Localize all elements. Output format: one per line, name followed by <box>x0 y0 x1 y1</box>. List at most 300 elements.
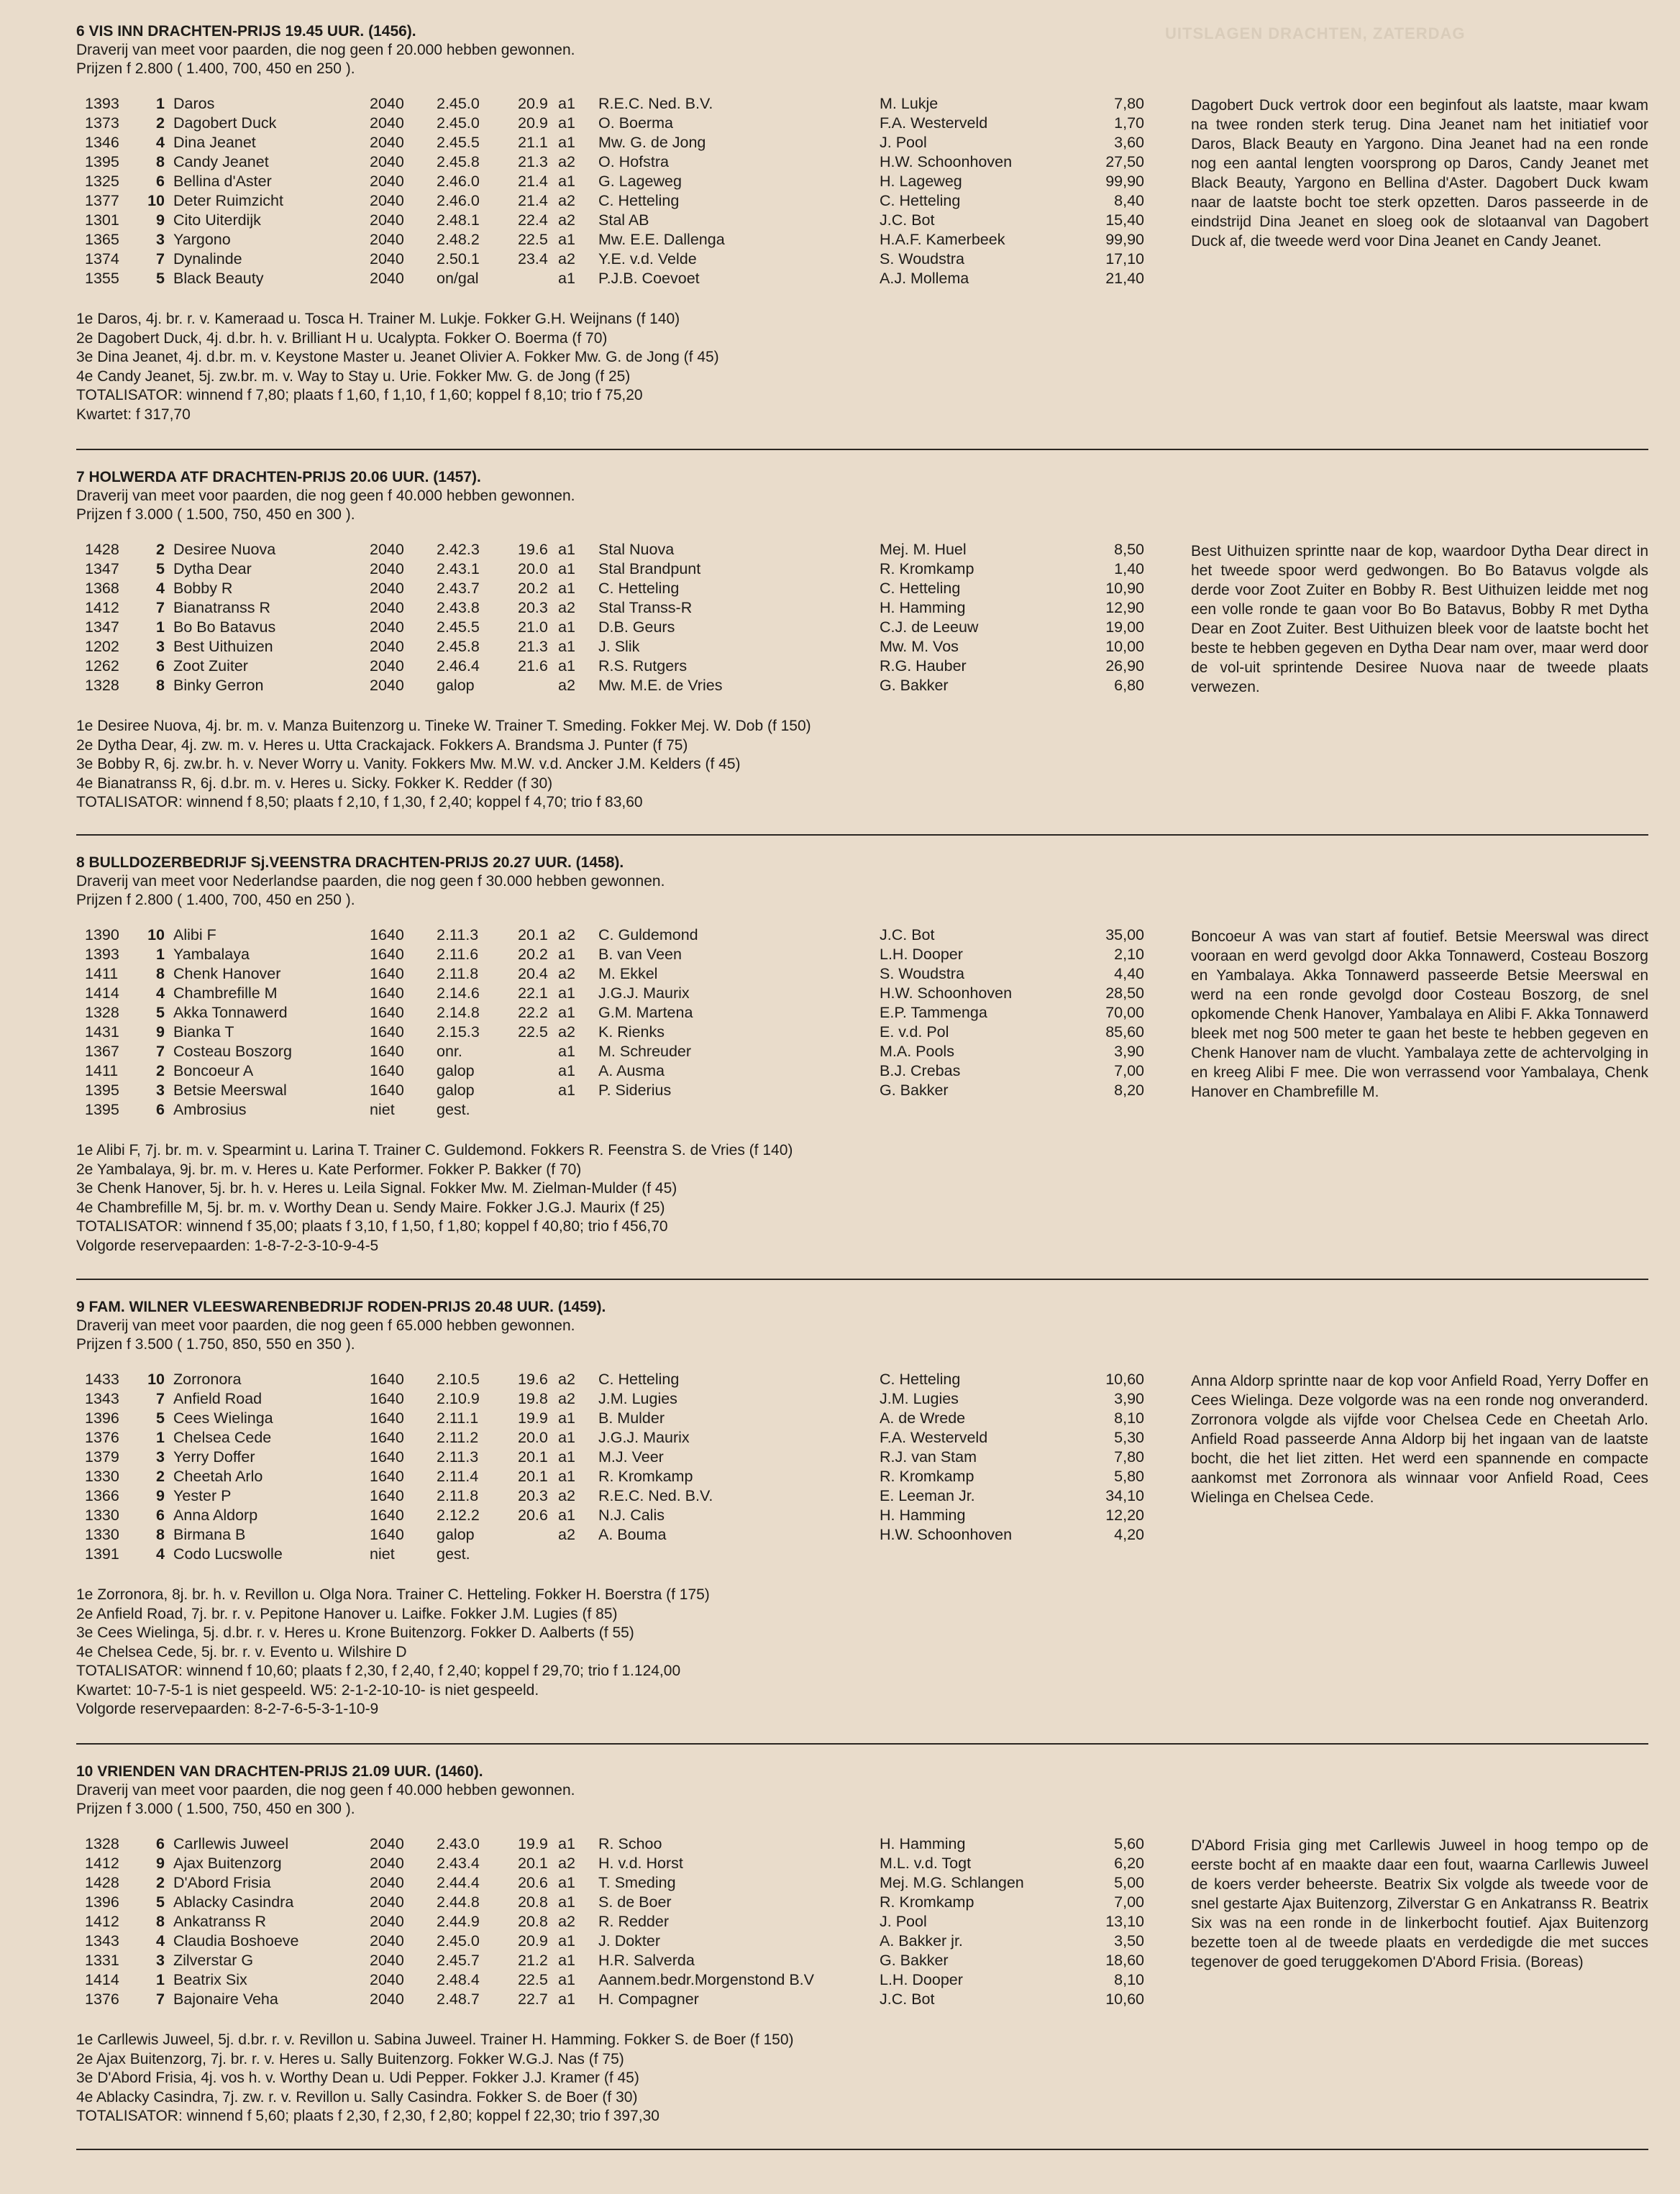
kilometre-time: 20.9 <box>518 95 548 112</box>
start-number: 2 <box>156 114 165 132</box>
owner-name: M.J. Veer <box>598 1448 664 1466</box>
owner-name: J. Slik <box>598 638 640 655</box>
kilometre-time: 20.1 <box>518 1468 548 1485</box>
start-number: 1 <box>156 95 165 112</box>
result-note: 2e Dytha Dear, 4j. zw. m. v. Heres u. Utta Crackajack. Fokkers A. Brandsma J. Punter (f 75) <box>76 736 688 754</box>
distance: 2040 <box>370 134 404 151</box>
distance: 2040 <box>370 1952 404 1969</box>
start-number: 7 <box>156 1990 165 2008</box>
owner-name: Aannem.bedr.Morgenstond B.V <box>598 1971 814 1988</box>
distance: 2040 <box>370 231 404 248</box>
start-number: 4 <box>156 1932 165 1950</box>
owner-name: G.M. Martena <box>598 1004 693 1021</box>
start-position: a1 <box>558 270 575 287</box>
kilometre-time: 20.4 <box>518 965 548 982</box>
start-number: 1 <box>156 1971 165 1988</box>
distance: 2040 <box>370 1893 404 1911</box>
start-position: a1 <box>558 560 575 577</box>
distance: 1640 <box>370 1429 404 1446</box>
result-note: 3e Cees Wielinga, 5j. d.br. r. v. Heres u. Krone Buitenzorg. Fokker D. Aalberts (f 55) <box>76 1624 634 1641</box>
finish-time: 2.43.4 <box>437 1855 480 1872</box>
odds: 3,60 <box>1114 134 1144 151</box>
start-number: 2 <box>156 1062 165 1079</box>
start-number: 9 <box>156 1487 165 1504</box>
start-number: 9 <box>156 211 165 229</box>
race-condition: Draverij van meet voor paarden, die nog geen f 40.000 hebben gewonnen. <box>76 1782 575 1798</box>
kilometre-time: 20.1 <box>518 1448 548 1466</box>
horse-name: Cito Uiterdijk <box>173 211 261 229</box>
finish-time: 2.43.7 <box>437 580 480 597</box>
horse-name: Bobby R <box>173 580 233 597</box>
distance: 2040 <box>370 1913 404 1930</box>
horse-name: Chenk Hanover <box>173 965 281 982</box>
owner-name: Y.E. v.d. Velde <box>598 250 697 268</box>
odds: 4,40 <box>1114 965 1144 982</box>
race-report: Best Uithuizen sprintte naar de kop, waardoor Dytha Dear direct in het tweede spoor werd gedwongen. Bo Bo Batavus volgde als derde voor Zoot Zuiter en Bobby R. Best Uithuizen leidde met nog een volle ronde te gaan voor Bo Bo Batavus, Bobby R met Dytha Dear en Zoot Zuiter. Best Uithuizen bleek voor de laatste bocht het beste te hebben gegeven en Dytha Dear nam over, maar werd door de vol-uit sprintende Desiree Nuova naar de tweede plaats verwezen. <box>1191 543 1648 695</box>
driver-name: G. Bakker <box>880 1952 949 1969</box>
kilometre-time: 22.7 <box>518 1990 548 2008</box>
section-divider <box>76 1743 1648 1745</box>
horse-name: Alibi F <box>173 926 216 943</box>
start-position: a2 <box>558 211 575 229</box>
finish-time: 2.44.8 <box>437 1893 480 1911</box>
owner-name: Stal AB <box>598 211 649 229</box>
race-title: 7 HOLWERDA ATF DRACHTEN-PRIJS 20.06 UUR. (1457). <box>76 469 481 485</box>
registration-number: 1368 <box>85 580 119 597</box>
finish-time: 2.46.0 <box>437 173 480 190</box>
driver-name: J. Pool <box>880 134 927 151</box>
driver-name: Mw. M. Vos <box>880 638 959 655</box>
horse-name: Dytha Dear <box>173 560 252 577</box>
kilometre-time: 20.9 <box>518 114 548 132</box>
start-number: 1 <box>156 618 165 636</box>
horse-name: Daros <box>173 95 215 112</box>
start-number: 8 <box>156 677 165 694</box>
result-note: 2e Anfield Road, 7j. br. r. v. Pepitone Hanover u. Laifke. Fokker J.M. Lugies (f 85) <box>76 1605 618 1622</box>
start-number: 6 <box>156 1101 165 1118</box>
owner-name: S. de Boer <box>598 1893 672 1911</box>
odds: 7,00 <box>1114 1893 1144 1911</box>
race-condition: Draverij van meet voor paarden, die nog geen f 40.000 hebben gewonnen. <box>76 488 575 504</box>
start-number: 5 <box>156 1409 165 1427</box>
start-position: a2 <box>558 1371 575 1388</box>
registration-number: 1330 <box>85 1507 119 1524</box>
start-number: 10 <box>147 192 165 209</box>
start-number: 10 <box>147 1371 165 1388</box>
result-note: 4e Candy Jeanet, 5j. zw.br. m. v. Way to Stay u. Urie. Fokker Mw. G. de Jong (f 25) <box>76 367 631 385</box>
start-number: 10 <box>147 926 165 943</box>
owner-name: C. Hetteling <box>598 580 680 597</box>
registration-number: 1330 <box>85 1468 119 1485</box>
distance: 1640 <box>370 1062 404 1079</box>
horse-name: Yambalaya <box>173 946 250 963</box>
odds: 99,90 <box>1105 173 1144 190</box>
result-note: 3e D'Abord Frisia, 4j. vos h. v. Worthy Dean u. Udi Pepper. Fokker J.J. Kramer (f 45) <box>76 2070 639 2086</box>
section-divider <box>76 2149 1648 2150</box>
owner-name: P. Siderius <box>598 1082 672 1099</box>
horse-name: Bianatranss R <box>173 599 271 616</box>
horse-name: Ambrosius <box>173 1101 247 1118</box>
section-divider <box>76 1279 1648 1280</box>
horse-name: Binky Gerron <box>173 677 264 694</box>
race-report: Boncoeur A was van start af foutief. Betsie Meerswal was direct vooraan en werd gevolgd door Akka Tonnawerd, Costeau Boszorg en Yambalaya. Akka Tonnawerd passeerde Betsie Meerswal en werd na een ronde gevolgd door Costeau Boszorg, de snel opkomende Chenk Hanover, Yambalaya en Alibi F. Akka Tonnawerd bleek met nog 500 meter te gaan het beste te hebben gegeven en Chenk Hanover nam de vlucht. Yambalaya zette de achtervolging in en kreeg Alibi F mee. Die won verrassend voor Yambalaya, Chenk Hanover en Chambrefille M. <box>1191 928 1648 1100</box>
registration-number: 1301 <box>85 211 119 229</box>
owner-name: Mw. M.E. de Vries <box>598 677 723 694</box>
result-note: 4e Bianatranss R, 6j. d.br. m. v. Heres u. Sicky. Fokker K. Redder (f 30) <box>76 774 553 792</box>
race-title: 6 VIS INN DRACHTEN-PRIJS 19.45 UUR. (1456). <box>76 23 416 40</box>
owner-name: R.E.C. Ned. B.V. <box>598 95 713 112</box>
registration-number: 1347 <box>85 560 119 577</box>
start-position: a1 <box>558 1468 575 1485</box>
result-note: TOTALISATOR: winnend f 5,60; plaats f 2,30, f 2,30, f 2,80; koppel f 22,30; trio f 397,30 <box>76 2108 659 2124</box>
table-row <box>76 1970 1648 1990</box>
odds: 3,90 <box>1114 1390 1144 1407</box>
registration-number: 1428 <box>85 1874 119 1891</box>
horse-name: Zorronora <box>173 1371 242 1388</box>
registration-number: 1376 <box>85 1429 119 1446</box>
driver-name: H. Hamming <box>880 1507 966 1524</box>
registration-number: 1346 <box>85 134 119 151</box>
horse-name: Ankatranss R <box>173 1913 267 1930</box>
distance: 1640 <box>370 1448 404 1466</box>
finish-time: 2.44.4 <box>437 1874 480 1891</box>
kilometre-time: 21.6 <box>518 657 548 675</box>
start-position: a1 <box>558 1990 575 2008</box>
distance: 1640 <box>370 1371 404 1388</box>
start-position: a1 <box>558 580 575 597</box>
distance: 1640 <box>370 1487 404 1504</box>
result-note: 1e Desiree Nuova, 4j. br. m. v. Manza Buitenzorg u. Tineke W. Trainer T. Smeding. Fokker Mej. W. Dob (f 150) <box>76 718 811 734</box>
result-note: 3e Bobby R, 6j. zw.br. h. v. Never Worry u. Vanity. Fokkers Mw. M.W. v.d. Ancker J.M. Kelders (f 45) <box>76 756 741 772</box>
horse-name: Anfield Road <box>173 1390 262 1407</box>
distance: 2040 <box>370 638 404 655</box>
driver-name: R. Kromkamp <box>880 560 974 577</box>
distance: 1640 <box>370 1526 404 1543</box>
start-position: a1 <box>558 1971 575 1988</box>
start-position: a1 <box>558 1062 575 1079</box>
finish-time: galop <box>437 1526 475 1543</box>
owner-name: Mw. G. de Jong <box>598 134 706 151</box>
odds: 34,10 <box>1105 1487 1144 1504</box>
kilometre-time: 20.0 <box>518 560 548 577</box>
driver-name: M. Lukje <box>880 95 939 112</box>
start-position: a1 <box>558 1874 575 1891</box>
start-position: a1 <box>558 1448 575 1466</box>
finish-time: 2.42.3 <box>437 541 480 558</box>
odds: 2,10 <box>1114 946 1144 963</box>
start-position: a2 <box>558 153 575 170</box>
driver-name: S. Woudstra <box>880 250 964 268</box>
result-note: 2e Dagobert Duck, 4j. d.br. h. v. Brilliant H u. Ucalypta. Fokker O. Boerma (f 70) <box>76 329 608 347</box>
owner-name: H.R. Salverda <box>598 1952 695 1969</box>
result-note: 1e Carllewis Juweel, 5j. d.br. r. v. Revillon u. Sabina Juweel. Trainer H. Hamming. Fokker S. de Boer (f 150) <box>76 2031 794 2048</box>
owner-name: J.G.J. Maurix <box>598 984 690 1002</box>
start-number: 5 <box>156 1893 165 1911</box>
finish-time: 2.45.5 <box>437 618 480 636</box>
distance: 1640 <box>370 1507 404 1524</box>
distance: 1640 <box>370 1004 404 1021</box>
start-number: 8 <box>156 153 165 170</box>
start-number: 1 <box>156 1429 165 1446</box>
start-position: a2 <box>558 250 575 268</box>
result-note: 1e Daros, 4j. br. r. v. Kameraad u. Tosca H. Trainer M. Lukje. Fokker G.H. Weijnans (f 140) <box>76 311 680 327</box>
owner-name: J.M. Lugies <box>598 1390 677 1407</box>
horse-name: Desiree Nuova <box>173 541 276 558</box>
start-number: 2 <box>156 1468 165 1485</box>
distance: 2040 <box>370 95 404 112</box>
odds: 7,80 <box>1114 1448 1144 1466</box>
registration-number: 1395 <box>85 1082 119 1099</box>
owner-name: R.E.C. Ned. B.V. <box>598 1487 713 1504</box>
start-number: 8 <box>156 965 165 982</box>
kilometre-time: 21.4 <box>518 192 548 209</box>
kilometre-time: 21.1 <box>518 134 548 151</box>
finish-time: 2.46.0 <box>437 192 480 209</box>
finish-time: gest. <box>437 1101 470 1118</box>
horse-name: Cheetah Arlo <box>173 1468 263 1485</box>
start-number: 5 <box>156 1004 165 1021</box>
race-block <box>76 22 1648 424</box>
start-number: 8 <box>156 1526 165 1543</box>
start-position: a1 <box>558 1409 575 1427</box>
start-position: a2 <box>558 1390 575 1407</box>
driver-name: M.A. Pools <box>880 1043 954 1060</box>
finish-time: gest. <box>437 1545 470 1563</box>
horse-name: Bajonaire Veha <box>173 1990 278 2008</box>
distance: 2040 <box>370 270 404 287</box>
kilometre-time: 20.0 <box>518 1429 548 1446</box>
finish-time: 2.11.2 <box>437 1429 479 1446</box>
result-note: 1e Alibi F, 7j. br. m. v. Spearmint u. Larina T. Trainer C. Guldemond. Fokkers R. Feenstra S. de Vries (f 140) <box>76 1142 793 1158</box>
start-number: 8 <box>156 1913 165 1930</box>
start-position: a1 <box>558 618 575 636</box>
driver-name: H. Lageweg <box>880 173 962 190</box>
start-position: a1 <box>558 231 575 248</box>
start-number: 6 <box>156 657 165 675</box>
driver-name: F.A. Westerveld <box>880 1429 988 1446</box>
odds: 99,90 <box>1105 231 1144 248</box>
odds: 21,40 <box>1105 270 1144 287</box>
kilometre-time: 20.8 <box>518 1913 548 1930</box>
finish-time: 2.44.9 <box>437 1913 480 1930</box>
driver-name: H.W. Schoonhoven <box>880 153 1013 170</box>
odds: 5,60 <box>1114 1835 1144 1852</box>
owner-name: T. Smeding <box>598 1874 676 1891</box>
registration-number: 1343 <box>85 1390 119 1407</box>
result-note: 2e Yambalaya, 9j. br. m. v. Heres u. Kate Performer. Fokker P. Bakker (f 70) <box>76 1161 582 1178</box>
distance: 1640 <box>370 1043 404 1060</box>
registration-number: 1412 <box>85 599 119 616</box>
driver-name: A. de Wrede <box>880 1409 966 1427</box>
kilometre-time: 19.6 <box>518 541 548 558</box>
finish-time: galop <box>437 1082 475 1099</box>
race-title: 8 BULLDOZERBEDRIJF Sj.VEENSTRA DRACHTEN-PRIJS 20.27 UUR. (1458). <box>76 854 624 871</box>
horse-name: Bo Bo Batavus <box>173 618 276 636</box>
start-number: 7 <box>156 250 165 268</box>
start-number: 5 <box>156 560 165 577</box>
race-notes <box>76 2031 1648 2126</box>
registration-number: 1330 <box>85 1526 119 1543</box>
finish-time: 2.11.4 <box>437 1468 479 1485</box>
horse-name: Best Uithuizen <box>173 638 273 655</box>
driver-name: C. Hetteling <box>880 1371 961 1388</box>
driver-name: H.A.F. Kamerbeek <box>880 231 1005 248</box>
result-note: Kwartet: 10-7-5-1 is niet gespeeld. W5: 2-1-2-10-10- is niet gespeeld. <box>76 1681 539 1699</box>
distance: 2040 <box>370 657 404 675</box>
results-table <box>76 1834 1648 2126</box>
horse-name: Bianka T <box>173 1023 234 1041</box>
registration-number: 1433 <box>85 1371 119 1388</box>
odds: 8,50 <box>1114 541 1144 558</box>
kilometre-time: 19.6 <box>518 1371 548 1388</box>
odds: 1,40 <box>1114 560 1144 577</box>
finish-time: 2.11.3 <box>437 1448 479 1466</box>
odds: 3,50 <box>1114 1932 1144 1950</box>
bleed-through-header: UITSLAGEN DRACHTEN, ZATERDAG <box>1165 24 1466 42</box>
driver-name: B.J. Crebas <box>880 1062 961 1079</box>
driver-name: H.W. Schoonhoven <box>880 984 1013 1002</box>
section-divider <box>76 449 1648 450</box>
race-block <box>76 1762 1648 2126</box>
distance: 1640 <box>370 1468 404 1485</box>
finish-time: 2.45.0 <box>437 1932 480 1950</box>
odds: 6,80 <box>1114 677 1144 694</box>
distance: 2040 <box>370 677 404 694</box>
owner-name: A. Ausma <box>598 1062 665 1079</box>
start-position: a1 <box>558 946 575 963</box>
driver-name: R. Kromkamp <box>880 1468 974 1485</box>
kilometre-time: 20.3 <box>518 1487 548 1504</box>
distance: 2040 <box>370 173 404 190</box>
race-block <box>76 467 1648 813</box>
owner-name: Stal Brandpunt <box>598 560 701 577</box>
owner-name: R.S. Rutgers <box>598 657 688 675</box>
distance: 2040 <box>370 250 404 268</box>
finish-time: 2.11.8 <box>437 965 479 982</box>
driver-name: A.J. Mollema <box>880 270 969 287</box>
odds: 12,20 <box>1105 1507 1144 1524</box>
driver-name: G. Bakker <box>880 677 949 694</box>
odds: 10,60 <box>1105 1990 1144 2008</box>
start-position: a1 <box>558 1429 575 1446</box>
driver-name: E. v.d. Pol <box>880 1023 949 1041</box>
driver-name: C. Hetteling <box>880 580 961 597</box>
finish-time: 2.11.1 <box>437 1409 479 1427</box>
horse-name: Codo Lucswolle <box>173 1545 283 1563</box>
start-position: a2 <box>558 965 575 982</box>
driver-name: F.A. Westerveld <box>880 114 988 132</box>
distance: 1640 <box>370 1409 404 1427</box>
kilometre-time: 20.6 <box>518 1507 548 1524</box>
driver-name: J.C. Bot <box>880 211 935 229</box>
driver-name: Mej. M. Huel <box>880 541 967 558</box>
finish-time: 2.15.3 <box>437 1023 480 1041</box>
owner-name: G. Lageweg <box>598 173 682 190</box>
odds: 8,10 <box>1114 1409 1144 1427</box>
distance: 2040 <box>370 618 404 636</box>
registration-number: 1428 <box>85 541 119 558</box>
start-position: a1 <box>558 1043 575 1060</box>
start-position: a1 <box>558 541 575 558</box>
driver-name: E.P. Tammenga <box>880 1004 987 1021</box>
finish-time: 2.45.8 <box>437 153 480 170</box>
horse-name: Claudia Boshoeve <box>173 1932 299 1950</box>
odds: 8,20 <box>1114 1082 1144 1099</box>
odds: 10,60 <box>1105 1371 1144 1388</box>
horse-name: Dagobert Duck <box>173 114 277 132</box>
odds: 7,00 <box>1114 1062 1144 1079</box>
result-note: 4e Ablacky Casindra, 7j. zw. r. v. Revillon u. Sally Casindra. Fokker S. de Boer (f 30) <box>76 2088 638 2106</box>
registration-number: 1431 <box>85 1023 119 1041</box>
owner-name: J. Dokter <box>598 1932 661 1950</box>
owner-name: J.G.J. Maurix <box>598 1429 690 1446</box>
result-note: 3e Dina Jeanet, 4j. d.br. m. v. Keystone Master u. Jeanet Olivier A. Fokker Mw. G. de Jong (f 45) <box>76 349 719 365</box>
distance: 1640 <box>370 1082 404 1099</box>
registration-number: 1379 <box>85 1448 119 1466</box>
start-position: a1 <box>558 1082 575 1099</box>
start-position: a1 <box>558 1507 575 1524</box>
odds: 85,60 <box>1105 1023 1144 1041</box>
registration-number: 1328 <box>85 1835 119 1852</box>
distance: niet <box>370 1545 395 1563</box>
start-position: a1 <box>558 1835 575 1852</box>
result-note: 4e Chelsea Cede, 5j. br. r. v. Evento u. Wilshire D <box>76 1643 407 1660</box>
result-note: 4e Chambrefille M, 5j. br. m. v. Worthy Dean u. Sendy Maire. Fokker J.G.J. Maurix (f 25) <box>76 1199 665 1216</box>
start-position: a2 <box>558 192 575 209</box>
start-position: a1 <box>558 984 575 1002</box>
horse-name: Ajax Buitenzorg <box>173 1855 282 1872</box>
odds: 4,20 <box>1114 1526 1144 1543</box>
odds: 19,00 <box>1105 618 1144 636</box>
distance: 2040 <box>370 1932 404 1950</box>
horse-name: Yerry Doffer <box>173 1448 255 1466</box>
finish-time: 2.45.5 <box>437 134 480 151</box>
odds: 13,10 <box>1105 1913 1144 1930</box>
table-row <box>76 1990 1648 2009</box>
horse-name: Deter Ruimzicht <box>173 192 283 209</box>
race-prizes: Prijzen f 3.000 ( 1.500, 750, 450 en 300 ). <box>76 1801 355 1817</box>
horse-name: Akka Tonnawerd <box>173 1004 288 1021</box>
registration-number: 1328 <box>85 1004 119 1021</box>
results-table <box>76 1370 1648 1719</box>
odds: 70,00 <box>1105 1004 1144 1021</box>
kilometre-time: 21.3 <box>518 153 548 170</box>
distance: niet <box>370 1101 395 1118</box>
race-condition: Draverij van meet voor paarden, die nog geen f 65.000 hebben gewonnen. <box>76 1317 575 1334</box>
start-number: 3 <box>156 1448 165 1466</box>
finish-time: 2.43.8 <box>437 599 480 616</box>
odds: 27,50 <box>1105 153 1144 170</box>
result-note: Volgorde reservepaarden: 8-2-7-6-5-3-1-10-9 <box>76 1701 379 1717</box>
race-condition: Draverij van meet voor Nederlandse paarden, die nog geen f 30.000 hebben gewonnen. <box>76 873 665 890</box>
start-position: a1 <box>558 1932 575 1950</box>
finish-time: onr. <box>437 1043 462 1060</box>
owner-name: Stal Transs-R <box>598 599 693 616</box>
owner-name: C. Guldemond <box>598 926 698 943</box>
race-prizes: Prijzen f 2.800 ( 1.400, 700, 450 en 250 ). <box>76 60 355 77</box>
distance: 1640 <box>370 946 404 963</box>
registration-number: 1414 <box>85 984 119 1002</box>
horse-name: Cees Wielinga <box>173 1409 273 1427</box>
finish-time: 2.14.8 <box>437 1004 480 1021</box>
owner-name: M. Ekkel <box>598 965 658 982</box>
finish-time: 2.10.9 <box>437 1390 480 1407</box>
odds: 8,40 <box>1114 192 1144 209</box>
start-number: 5 <box>156 270 165 287</box>
start-number: 3 <box>156 1952 165 1969</box>
start-number: 4 <box>156 984 165 1002</box>
finish-time: 2.48.7 <box>437 1990 480 2008</box>
